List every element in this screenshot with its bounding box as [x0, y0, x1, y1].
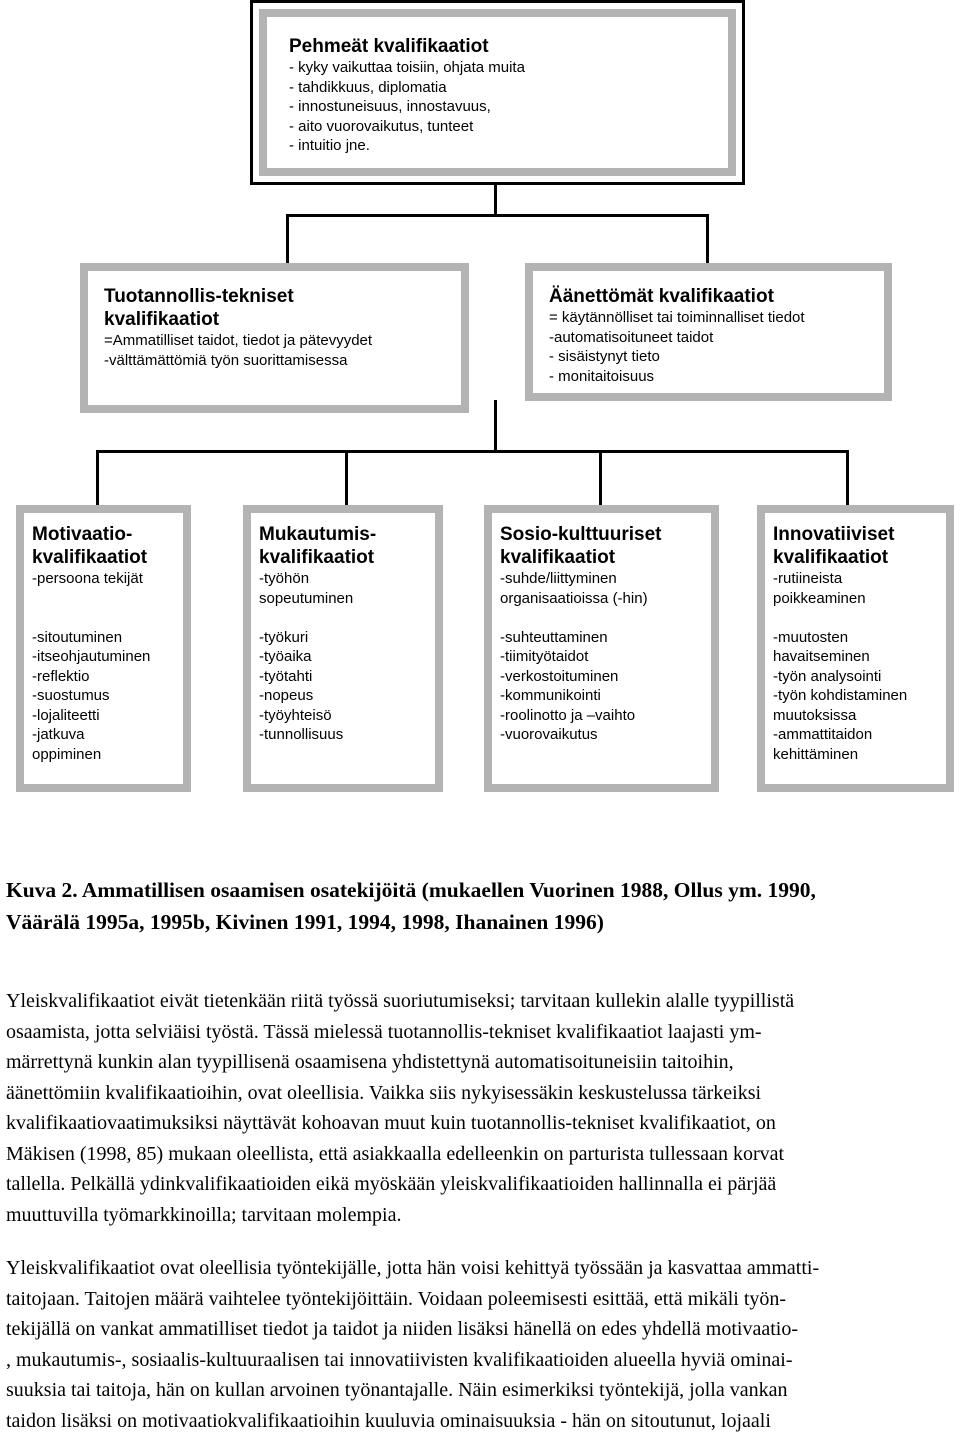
paragraph-line: kvalifikaatiovaatimuksiksi näyttävät kohoavan muut kuin tuotannollis-tekniset kvalifikaatiot, on	[6, 1112, 776, 1134]
technical-title-line: Tuotannollis-tekniset	[104, 286, 294, 307]
box-item: -nopeus	[259, 687, 314, 704]
tacit-item: - monitaitoisuus	[549, 367, 655, 385]
tacit-title: Äänettömät kvalifikaatiot	[549, 286, 774, 307]
box-title-line: kvalifikaatiot	[500, 547, 616, 568]
connector-drop-2	[345, 450, 348, 508]
box-item: muutoksissa	[773, 706, 857, 724]
paragraph-line: muuttuvilla työmarkkinoilla; tarvitaan molempia.	[6, 1203, 402, 1226]
caption-line: Väärälä 1995a, 1995b, Kivinen 1991, 1994, 1998, Ihanainen 1996)	[6, 910, 604, 934]
box-sub-line: -persoona tekijät	[32, 570, 143, 587]
soft-item: - kyky vaikuttaa toisiin, ohjata muita	[289, 59, 525, 76]
connector-mid-vertical	[494, 400, 497, 452]
connector-top-vertical	[494, 183, 497, 216]
paragraph-line: tallella. Pelkällä ydinkvalifikaatioiden eikä myöskään yleiskvalifikaatioiden hallinnalla ei pärjää	[6, 1173, 777, 1195]
soft-item: - tahdikkuus, diplomatia	[289, 78, 447, 96]
connector-top-horizontal	[286, 214, 708, 217]
box-item: -reflektio	[32, 667, 90, 685]
sociocultural-qualifications-box	[484, 505, 719, 792]
box-item: oppiminen	[32, 745, 102, 763]
box-title-line: kvalifikaatiot	[773, 547, 889, 568]
caption-line: Kuva 2. Ammatillisen osaamisen osatekijöitä (mukaellen Vuorinen 1988, Ollus ym. 1990,	[6, 878, 816, 902]
paragraph-line: taidon lisäksi on motivaatiokvalifikaatioihin kuuluvia ominaisuuksia - hän on sitoutunut, lojaali	[6, 1409, 771, 1432]
soft-qualifications-box	[250, 0, 745, 185]
technical-qualifications-box	[80, 263, 469, 413]
paragraph-line: suuksia tai taitoja, hän on kullan arvoinen työnantajalle. Näin esimerkiksi työntekijä, jolla vankan	[6, 1379, 788, 1401]
box-sub-line: -suhde/liittyminen	[500, 570, 617, 587]
box-item: -työkuri	[259, 628, 309, 646]
paragraph-line: osaamista, jotta selviäisi työstä. Tässä mielessä tuotannollis-tekniset kvalifikaatiot laajasti ym-	[6, 1020, 762, 1043]
motivation-qualifications-box	[16, 505, 191, 792]
connector-mid-horizontal	[96, 450, 849, 453]
paragraph-line: Mäkisen (1998, 85) mukaan oleellista, että asiakkaalla edelleenkin on parturista tullessaan korvat	[6, 1142, 785, 1165]
paragraph-line: , mukautumis-, sosiaalis-kultuuraalisen tai innovatiivisten kvalifikaatioiden alueella hyviä ominai-	[6, 1348, 793, 1371]
technical-title-line: kvalifikaatiot	[104, 309, 220, 330]
box-item: -itseohjautuminen	[32, 648, 151, 665]
paragraph-line: tekijällä on vankat ammatilliset tiedot ja taidot ja niiden lisäksi hänellä on edes yhdellä motivaatio-	[6, 1318, 799, 1340]
connector-top-left-drop	[286, 214, 289, 266]
box-item: kehittäminen	[773, 745, 859, 763]
box-item: -tunnollisuus	[259, 726, 344, 743]
box-title-line: Motivaatio-	[32, 524, 133, 545]
box-sub-line: poikkeaminen	[773, 589, 866, 607]
connector-drop-3	[599, 450, 602, 508]
box-title-line: kvalifikaatiot	[259, 547, 375, 568]
box-item: -muutosten	[773, 628, 849, 646]
connector-top-right-drop	[706, 214, 709, 266]
tacit-item: = käytännölliset tai toiminnalliset tiedot	[549, 309, 805, 326]
box-item: havaitseminen	[773, 648, 870, 665]
box-item: -verkostoituminen	[500, 667, 619, 685]
box-sub-line: -rutiineista	[773, 570, 843, 587]
soft-item: - intuitio jne.	[289, 137, 370, 154]
technical-item: -välttämättömiä työn suorittamisessa	[104, 351, 348, 369]
paragraph-line: taitojaan. Taitojen määrä vaihtelee työntekijöittäin. Voidaan poleemisesti esittää, että mikäli työn-	[6, 1287, 787, 1310]
box-title-line: kvalifikaatiot	[32, 547, 148, 568]
paragraph-line: Yleiskvalifikaatiot ovat oleellisia työntekijälle, jotta hän voisi kehittyä työssään ja kasvattaa ammatti-	[6, 1257, 820, 1279]
tacit-qualifications-box	[525, 263, 892, 401]
figure-caption	[6, 874, 956, 938]
box-item: -työtahti	[259, 667, 313, 685]
box-item: -sitoutuminen	[32, 628, 123, 646]
box-title-line: Innovatiiviset	[773, 524, 895, 545]
box-item: -ammattitaidon	[773, 726, 873, 743]
box-sub-line: organisaatioissa (-hin)	[500, 589, 648, 607]
soft-item: - innostuneisuus, innostavuus,	[289, 98, 491, 115]
box-item: -lojaliteetti	[32, 706, 100, 724]
box-item: -työyhteisö	[259, 706, 332, 724]
paragraph-1	[6, 986, 956, 1230]
box-item: -tiimityötaidot	[500, 648, 589, 665]
box-item: -työn kohdistaminen	[773, 687, 908, 704]
adaptation-qualifications-box	[243, 505, 443, 792]
box-item: -työaika	[259, 648, 312, 665]
box-sub-line: sopeutuminen	[259, 589, 354, 607]
box-item: -kommunikointi	[500, 687, 601, 704]
paragraph-2	[6, 1253, 956, 1436]
paragraph-line: äänettömiin kvalifikaatioihin, ovat oleellisia. Vaikka siis nykyisessäkin keskustelussa tärkeiksi	[6, 1081, 762, 1104]
box-sub-line: -työhön	[259, 570, 310, 587]
paragraph-line: Yleiskvalifikaatiot eivät tietenkään riitä työssä suoriutumiseksi; tarvitaan kullekin alalle tyypillistä	[6, 990, 795, 1012]
box-item: -suhteuttaminen	[500, 628, 608, 646]
connector-drop-1	[96, 450, 99, 508]
box-item: -työn analysointi	[773, 667, 882, 685]
innovative-qualifications-box	[757, 505, 954, 792]
box-item: -suostumus	[32, 687, 110, 704]
box-title-line: Mukautumis-	[259, 524, 377, 545]
box-item: -roolinotto ja –vaihto	[500, 706, 636, 724]
tacit-item: -automatisoituneet taidot	[549, 328, 714, 346]
paragraph-line: märrettynä kunkin alan tyypillisenä osaamisena yhdistettynä automatisoituneisiin taitoihin,	[6, 1051, 734, 1073]
soft-qualifications-title: Pehmeät kvalifikaatiot	[289, 36, 489, 57]
connector-drop-4	[846, 450, 849, 508]
box-item: -jatkuva	[32, 726, 85, 743]
technical-item: =Ammatilliset taidot, tiedot ja pätevyydet	[104, 332, 373, 349]
box-title-line: Sosio-kulttuuriset	[500, 524, 662, 545]
box-item: -vuorovaikutus	[500, 726, 598, 743]
tacit-item: - sisäistynyt tieto	[549, 348, 660, 365]
soft-item: - aito vuorovaikutus, tunteet	[289, 117, 474, 135]
